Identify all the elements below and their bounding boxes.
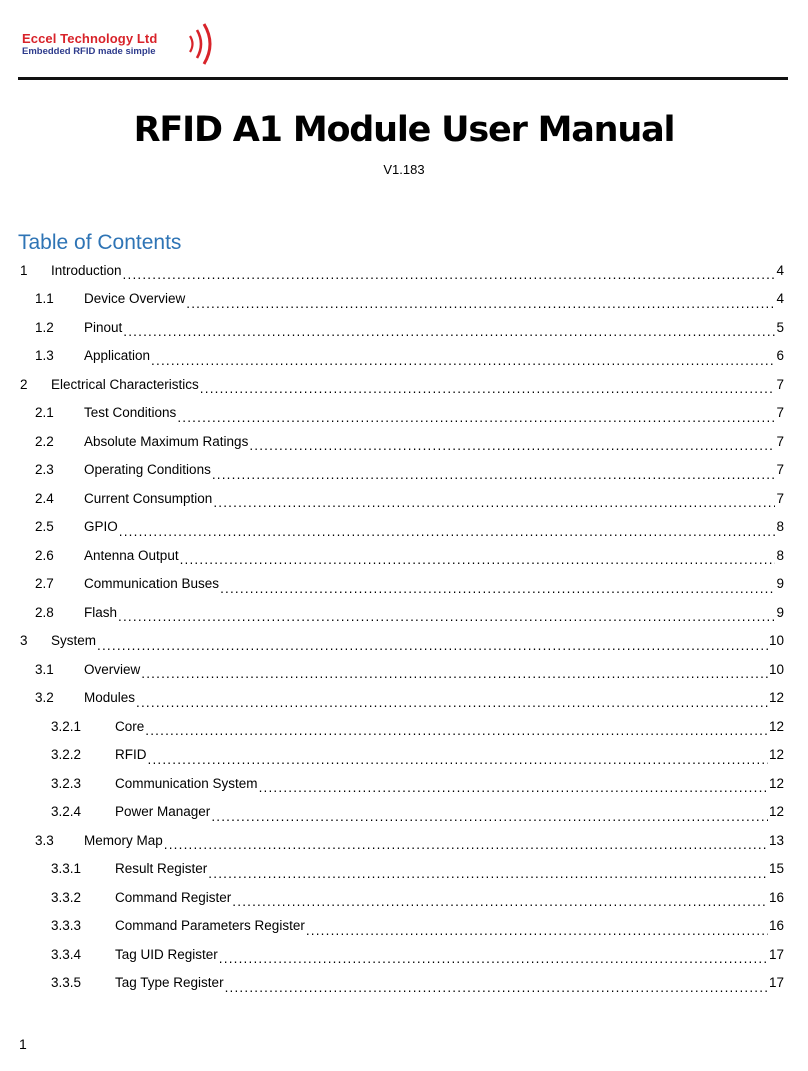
toc-entry-number: 3.2.4 <box>51 804 82 819</box>
toc-entry-page[interactable]: 16 <box>768 889 784 905</box>
toc-entry-number: 3.3 <box>35 832 54 848</box>
toc-dot-leader <box>213 494 775 512</box>
toc-entry[interactable] <box>20 940 784 968</box>
toc-entry-label[interactable]: Command Parameters Register <box>115 918 305 933</box>
toc-entry-label[interactable]: Antenna Output <box>84 547 179 563</box>
toc-entry[interactable] <box>20 826 784 854</box>
toc-entry-label[interactable]: Device Overview <box>84 291 186 306</box>
toc-entry-page[interactable]: 9 <box>776 604 784 620</box>
toc-entry[interactable] <box>20 541 784 569</box>
toc-dot-leader <box>212 466 776 484</box>
toc-entry-page[interactable]: 8 <box>776 519 784 534</box>
toc-dot-leader <box>164 836 768 854</box>
toc-entry-page[interactable]: 8 <box>776 547 784 563</box>
page-number: 1 <box>19 1036 27 1052</box>
toc-entry-label[interactable]: Operating Conditions <box>84 462 211 477</box>
toc-entry[interactable] <box>20 969 784 997</box>
toc-entry[interactable] <box>20 399 784 427</box>
toc-entry-number: 3.2.2 <box>51 747 82 762</box>
toc-entry[interactable] <box>20 855 784 883</box>
toc-dot-leader <box>232 893 768 911</box>
toc-entry[interactable] <box>20 256 784 284</box>
toc-dot-leader <box>177 409 775 427</box>
toc-dot-leader <box>186 295 775 313</box>
toc-dot-leader <box>180 551 776 569</box>
toc-entry-label[interactable]: Communication System <box>115 775 258 791</box>
toc-entry-page[interactable]: 10 <box>768 661 784 677</box>
toc-entry-page[interactable]: 17 <box>768 975 784 990</box>
company-name: Eccel Technology Ltd <box>22 31 158 46</box>
toc-dot-leader <box>219 950 768 968</box>
toc-entry[interactable] <box>20 285 784 313</box>
page-header <box>0 0 808 80</box>
toc-entry[interactable] <box>20 513 784 541</box>
toc-entry-page[interactable]: 12 <box>768 804 784 819</box>
toc-dot-leader <box>306 922 768 940</box>
toc-entry-page[interactable]: 12 <box>768 747 784 762</box>
toc-dot-leader <box>97 637 768 655</box>
toc-entry-number: 2.2 <box>35 433 54 449</box>
toc-entry-label[interactable]: GPIO <box>84 519 118 534</box>
toc-entry-label[interactable]: Application <box>84 348 151 363</box>
toc-dot-leader <box>208 865 768 883</box>
toc-entry[interactable] <box>20 741 784 769</box>
toc-entry[interactable] <box>20 912 784 940</box>
toc-entry-page[interactable]: 4 <box>776 291 784 306</box>
toc-entry[interactable] <box>20 798 784 826</box>
toc-entry-label[interactable]: Overview <box>84 661 141 677</box>
toc-entry-label[interactable]: System <box>51 633 97 648</box>
toc-dot-leader <box>211 808 768 826</box>
toc-entry-label[interactable]: Tag Type Register <box>115 975 224 990</box>
toc-entry-number: 2.8 <box>35 604 54 620</box>
toc-entry[interactable] <box>20 484 784 512</box>
toc-entry-page[interactable]: 12 <box>768 718 784 734</box>
toc-entry-label[interactable]: Modules <box>84 690 136 705</box>
toc-entry-label[interactable]: Power Manager <box>115 804 211 819</box>
toc-entry-label[interactable]: Command Register <box>115 889 232 905</box>
document-version: V1.183 <box>383 162 425 177</box>
toc-entry-label[interactable]: Introduction <box>51 262 122 278</box>
toc-entry-label[interactable]: Pinout <box>84 319 123 335</box>
toc-dot-leader <box>119 523 776 541</box>
toc-entry[interactable] <box>20 598 784 626</box>
toc-entry-label[interactable]: Flash <box>84 604 118 620</box>
toc-entry-page[interactable]: 4 <box>776 262 784 278</box>
company-tagline: Embedded RFID made simple <box>22 46 156 57</box>
toc-entry-number: 2.1 <box>35 405 54 420</box>
toc-entry-page[interactable]: 7 <box>776 376 784 392</box>
toc-dot-leader <box>118 608 775 626</box>
toc-entry-number: 3.3.4 <box>51 946 82 962</box>
toc-dot-leader <box>259 779 768 797</box>
toc-entry-number: 1.1 <box>35 291 54 306</box>
toc-entry-number: 2.5 <box>35 519 54 534</box>
toc-entry-number: 1 <box>20 262 28 278</box>
toc-entry-label[interactable]: Memory Map <box>84 832 163 848</box>
toc-entry-page[interactable]: 17 <box>768 946 784 962</box>
toc-entry-number: 3 <box>20 633 28 648</box>
toc-dot-leader <box>200 380 776 398</box>
toc-entry-number: 3.3.2 <box>51 889 82 905</box>
toc-entry-number: 3.2.1 <box>51 718 82 734</box>
toc-entry[interactable] <box>20 712 784 740</box>
toc-entry-number: 3.3.1 <box>51 861 82 876</box>
toc-dot-leader <box>136 694 768 712</box>
toc-entry[interactable] <box>20 627 784 655</box>
toc-entry[interactable] <box>20 570 784 598</box>
toc-entry-label[interactable]: Electrical Characteristics <box>51 376 199 392</box>
toc-entry-label[interactable]: Communication Buses <box>84 576 220 591</box>
toc-entry[interactable] <box>20 655 784 683</box>
toc-entry-page[interactable]: 7 <box>776 490 784 506</box>
toc-entry-number: 3.2.3 <box>51 775 82 791</box>
toc-dot-leader <box>145 722 768 740</box>
document-title: RFID A1 Module User Manual <box>133 110 675 150</box>
toc-entry-page[interactable]: 12 <box>768 690 784 705</box>
toc-entry-label[interactable]: Current Consumption <box>84 490 213 506</box>
toc-entry-number: 3.3.5 <box>51 975 82 990</box>
radio-waves-logo-icon <box>186 20 218 68</box>
header-divider <box>18 77 788 80</box>
toc-entry[interactable] <box>20 370 784 398</box>
toc-entry-number: 3.2 <box>35 690 54 705</box>
toc-entry-label[interactable]: Test Conditions <box>84 405 177 420</box>
toc-entry-label[interactable]: Result Register <box>115 861 208 876</box>
toc-entry-page[interactable]: 9 <box>776 576 784 591</box>
toc-entry-label[interactable]: RFID <box>115 747 147 762</box>
toc-entry[interactable] <box>20 427 784 455</box>
toc-entry-number: 3.1 <box>35 661 54 677</box>
toc-entry-page[interactable]: 5 <box>776 319 784 335</box>
toc-dot-leader <box>123 323 775 341</box>
toc-dot-leader <box>151 352 775 370</box>
toc-dot-leader <box>225 979 768 997</box>
toc-entry-page[interactable]: 16 <box>768 918 784 933</box>
toc-entry[interactable] <box>20 456 784 484</box>
toc-entry-page[interactable]: 13 <box>768 832 784 848</box>
toc-entry-label[interactable]: Absolute Maximum Ratings <box>84 433 249 449</box>
toc-entry-number: 3.3.3 <box>51 918 82 933</box>
toc-entry[interactable] <box>20 883 784 911</box>
toc-entry-page[interactable]: 7 <box>776 462 784 477</box>
toc-entry[interactable] <box>20 313 784 341</box>
toc-dot-leader <box>148 751 768 769</box>
toc-heading: Table of Contents <box>18 231 182 254</box>
toc-entry-page[interactable]: 7 <box>776 433 784 449</box>
toc-entry-number: 2.4 <box>35 490 54 506</box>
toc-entry-number: 1.3 <box>35 348 54 363</box>
toc-entry-page[interactable]: 15 <box>768 861 784 876</box>
toc-entry-label[interactable]: Tag UID Register <box>115 946 218 962</box>
toc-entry-label[interactable]: Core <box>115 718 145 734</box>
toc-entry[interactable] <box>20 769 784 797</box>
toc-entry-page[interactable]: 6 <box>776 348 784 363</box>
toc-entry-number: 2.7 <box>35 576 54 591</box>
toc-entry[interactable] <box>20 342 784 370</box>
toc-entry-number: 1.2 <box>35 319 54 335</box>
toc-entry-number: 2.3 <box>35 462 54 477</box>
toc-entry-number: 2.6 <box>35 547 54 563</box>
toc-dot-leader <box>220 580 775 598</box>
toc-dot-leader <box>141 665 768 683</box>
toc-dot-leader <box>123 266 776 284</box>
toc-entry-page[interactable]: 12 <box>768 775 784 791</box>
toc-entry-number: 2 <box>20 376 28 392</box>
toc-entry-page[interactable]: 7 <box>776 405 784 420</box>
toc-entry-page[interactable]: 10 <box>768 633 784 648</box>
toc-entry[interactable] <box>20 684 784 712</box>
toc-dot-leader <box>249 437 775 455</box>
